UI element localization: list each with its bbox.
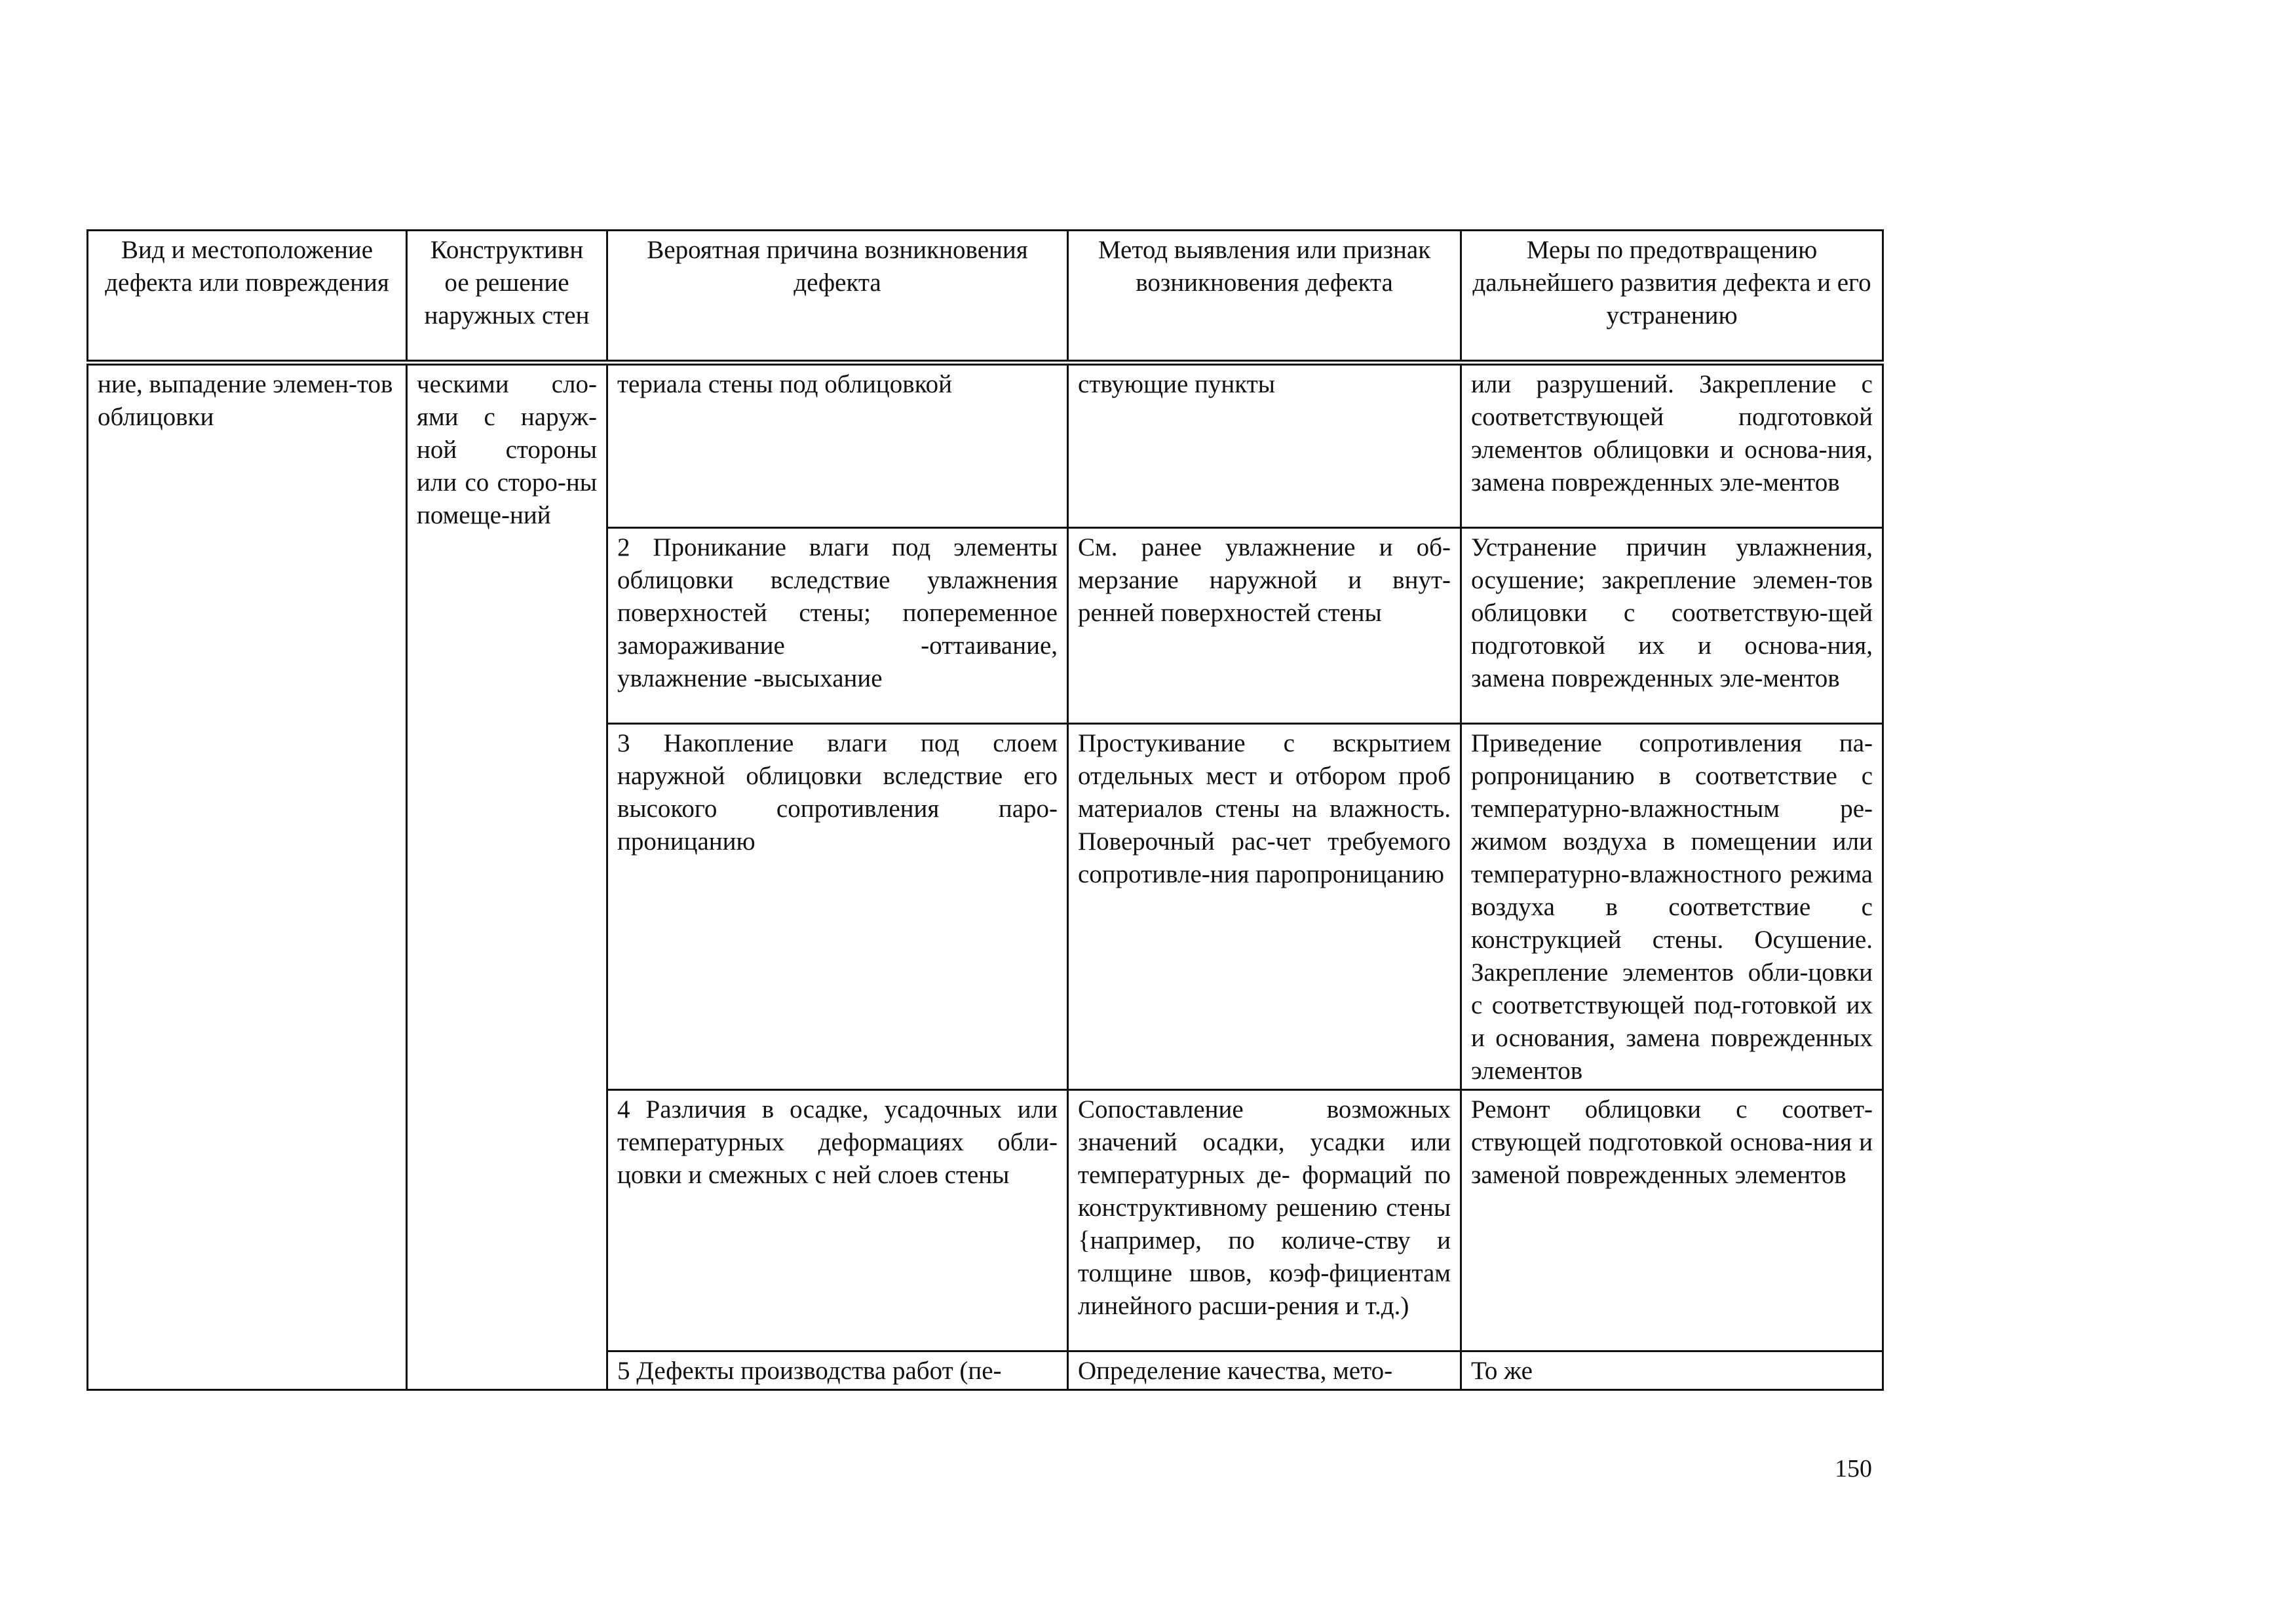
header-construction: Конструктивн ое решение наружных стен [407, 231, 607, 363]
cell-defect-type: ние, выпадение элемен-тов облицовки [88, 363, 407, 1390]
cell-cause: 2 Проникание влаги под элементы облицовки вследствие увлажнения поверхностей стены; попеременное замораживание -оттаивание, увлажнение -высыхание [607, 528, 1068, 724]
cell-measures: То же [1461, 1351, 1883, 1390]
cell-method: Определение качества, мето- [1068, 1351, 1461, 1390]
header-cause: Вероятная причина возникновения дефекта [607, 231, 1068, 363]
header-method: Метод выявления или признак возникновения дефекта [1068, 231, 1461, 363]
table-row [88, 363, 1883, 528]
cell-method: См. ранее увлажнение и об-мерзание наружной и внут-ренней поверхностей стены [1068, 528, 1461, 724]
cell-cause: териала стены под облицовкой [607, 363, 1068, 528]
cell-method: Простукивание с вскрытием отдельных мест и отбором проб материалов стены на влажность. Поверочный рас-чет требуемого сопротивле-ния паропроницанию [1068, 724, 1461, 1090]
cell-construction: ческими сло-ями с наруж-ной стороны или со сторо-ны помеще-ний [407, 363, 607, 1390]
cell-cause: 5 Дефекты производства работ (пе- [607, 1351, 1068, 1390]
cell-method: ствующие пункты [1068, 363, 1461, 528]
header-defect-type: Вид и местоположение дефекта или повреждения [88, 231, 407, 363]
cell-cause: 4 Различия в осадке, усадочных или температурных деформациях обли-цовки и смежных с ней слоев стены [607, 1090, 1068, 1351]
header-measures: Меры по предотвращению дальнейшего развития дефекта и его устранению [1461, 231, 1883, 363]
cell-measures: Приведение сопротивления па-ропроницанию в соответствие с температурно-влажностным ре-жимом воздуха в помещении или температурно-влажностного режима воздуха в соответствие с конструкцией стены. Осушение. Закрепление элементов обли-цовки с соответствующей под-готовкой их и основания, замена поврежденных элементов [1461, 724, 1883, 1090]
defects-table [86, 229, 1884, 1391]
cell-method: Сопоставление возможных значений осадки, усадки или температурных де- формаций по конструктивному решению стены {например, по количе-ству и толщине швов, коэф-фициентам линейного расши-рения и т.д.) [1068, 1090, 1461, 1351]
table-header-row [88, 231, 1883, 363]
cell-measures: Ремонт облицовки с соответ-ствующей подготовкой основа-ния и заменой поврежденных элементов [1461, 1090, 1883, 1351]
page-number: 150 [1835, 1455, 1872, 1482]
cell-cause: 3 Накопление влаги под слоем наружной облицовки вследствие его высокого сопротивления паро-проницанию [607, 724, 1068, 1090]
cell-measures: или разрушений. Закрепление с соответствующей подготовкой элементов облицовки и основа-ния, замена поврежденных эле-ментов [1461, 363, 1883, 528]
cell-measures: Устранение причин увлажнения, осушение; закрепление элемен-тов облицовки с соответствую-щей подготовкой их и основа-ния, замена поврежденных эле-ментов [1461, 528, 1883, 724]
